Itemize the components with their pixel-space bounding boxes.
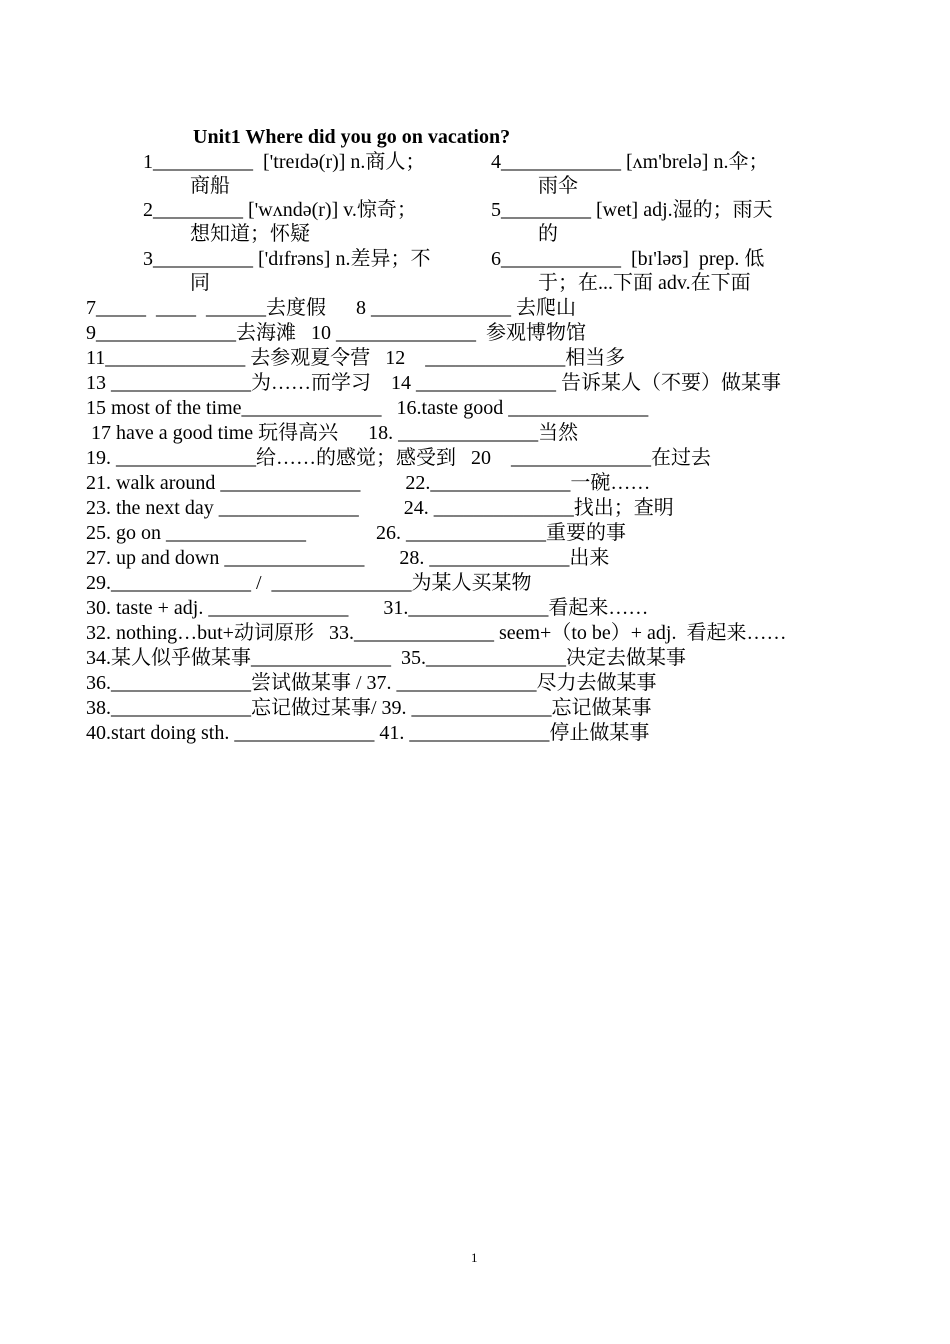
vocab-3-line-2: 同 bbox=[190, 272, 210, 294]
exercise-line: 7_____ ____ ______去度假 8 ______________ 去爬山 bbox=[86, 297, 576, 319]
exercise-line: 23. the next day ______________ 24. ______________找出；查明 bbox=[86, 497, 674, 519]
exercise-line: 9______________去海滩 10 ______________ 参观博物馆 bbox=[86, 322, 586, 344]
exercise-line: 30. taste + adj. ______________ 31.______________看起来…… bbox=[86, 597, 649, 619]
exercise-line: 25. go on ______________ 26. ______________重要的事 bbox=[86, 522, 626, 544]
exercise-line: 21. walk around ______________ 22.______________一碗…… bbox=[86, 472, 651, 494]
vocab-3-line-1: 3__________ ['dɪfrəns] n.差异；不 bbox=[143, 248, 431, 270]
exercise-line: 15 most of the time______________ 16.taste good ______________ bbox=[86, 397, 649, 419]
vocab-2-line-1: 2_________ ['wʌndə(r)] v.惊奇； bbox=[143, 199, 417, 221]
exercise-line: 11______________ 去参观夏令营 12 ______________相当多 bbox=[86, 347, 626, 369]
vocab-1-line-1: 1__________ ['treɪdə(r)] n.商人； bbox=[143, 151, 426, 173]
exercise-line: 38.______________忘记做过某事/ 39. ______________忘记做某事 bbox=[86, 697, 652, 719]
exercise-line: 40.start doing sth. ______________ 41. ______________停止做某事 bbox=[86, 722, 650, 744]
exercise-line: 29.______________ / ______________为某人买某物 bbox=[86, 572, 532, 594]
vocab-2-line-2: 想知道；怀疑 bbox=[190, 223, 310, 245]
exercise-line: 27. up and down ______________ 28. ______________出来 bbox=[86, 547, 610, 569]
exercise-line: 19. ______________给……的感觉；感受到 20 ______________在过去 bbox=[86, 447, 711, 469]
vocab-5-line-1: 5_________ [wet] adj.湿的；雨天 bbox=[491, 199, 773, 221]
exercise-line: 13 ______________为……而学习 14 ______________ 告诉某人（不要）做某事 bbox=[86, 372, 781, 394]
exercise-line: 17 have a good time 玩得高兴 18. ______________当然 bbox=[86, 422, 579, 444]
exercise-line: 34.某人似乎做某事______________ 35.______________决定去做某事 bbox=[86, 647, 686, 669]
page-title: Unit1 Where did you go on vacation? bbox=[193, 126, 511, 148]
vocab-6-line-1: 6____________ [bɪ'ləʊ] prep. 低 bbox=[491, 248, 765, 270]
vocab-6-line-2: 于；在...下面 adv.在下面 bbox=[538, 272, 751, 294]
vocab-1-line-2: 商船 bbox=[190, 175, 230, 197]
exercise-line: 32. nothing…but+动词原形 33.______________ seem+（to be）+ adj. 看起来…… bbox=[86, 622, 787, 644]
vocab-5-line-2: 的 bbox=[538, 223, 558, 245]
vocab-4-line-2: 雨伞 bbox=[538, 175, 578, 197]
vocab-4-line-1: 4____________ [ʌm'brelə] n.伞； bbox=[491, 151, 769, 173]
page-number: 1 bbox=[471, 1250, 478, 1265]
exercise-line: 36.______________尝试做某事 / 37. ______________尽力去做某事 bbox=[86, 672, 657, 694]
